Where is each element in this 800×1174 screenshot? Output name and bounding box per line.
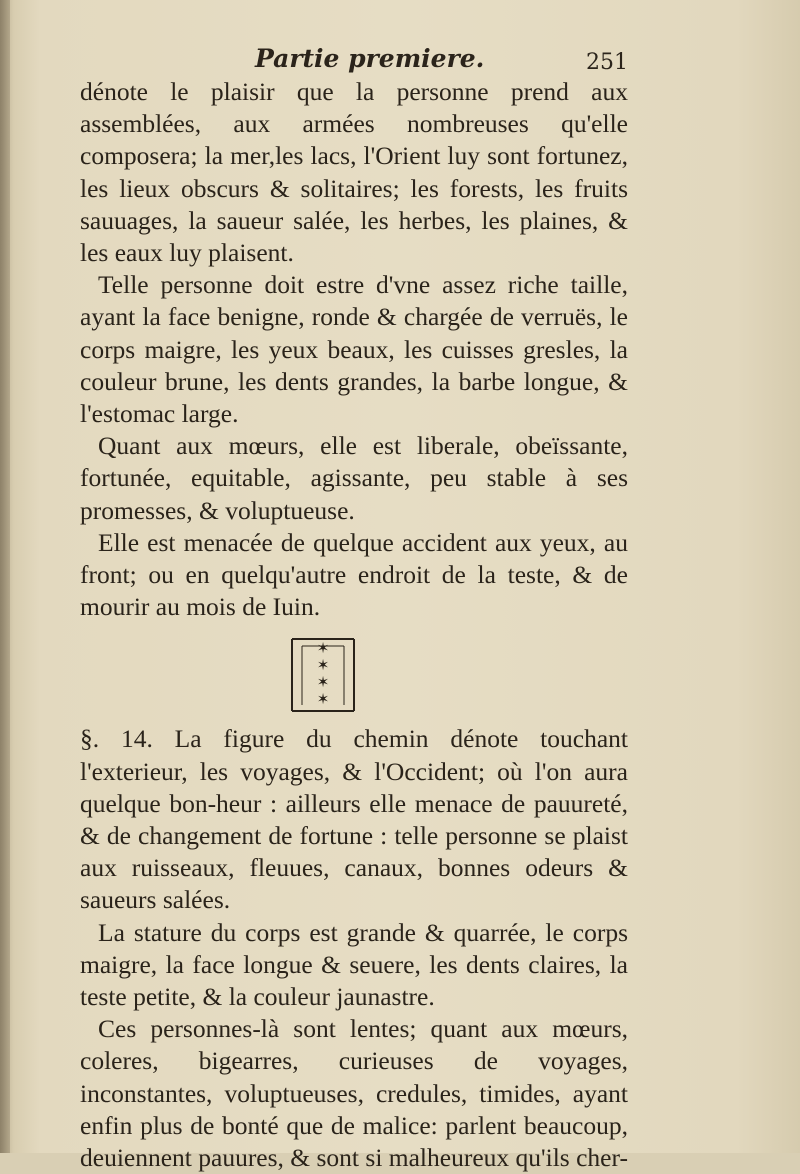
paragraph: dénote le plaisir que la personne prend aux assemblées, aux armées nombreuses qu'elle composera; la mer,les lacs, l'Orient luy sont fortunez, les lieux obscurs & solitaires; les forests, les fruits sauuages, la saueur salée, les herbes, les plaines, & les eaux luy plaisent. — [80, 77, 628, 268]
page-header — [80, 44, 628, 78]
running-title: Partie premiere. — [255, 44, 485, 73]
geomantic-figure — [288, 635, 358, 715]
paragraph: Ces personnes-là sont lentes; quant aux mœurs, coleres, bigearres, curieuses de voyages, inconstantes, voluptueuses, credules, timides, ayant enfin plus de bonté que de malice: parlent beaucoup, deuiennent pauures, & sont si malheureux qu'ils cher- — [80, 1014, 628, 1173]
figure-point: ✶ — [316, 692, 330, 709]
paragraph: Quant aux mœurs, elle est liberale, obeïssante, fortunée, equitable, agissante, peu stable à ses promesses, & voluptueuse. — [80, 431, 628, 525]
paragraph: §. 14. La figure du chemin dénote touchant l'exterieur, les voyages, & l'Occident; où l'on aura quelque bon-heur : ailleurs elle menace de pauureté, & de changement de fortune : telle personne se plaist aux ruisseaux, fleuues, canaux, bonnes odeurs & saueurs salées. — [80, 724, 628, 915]
figure-points — [288, 635, 358, 715]
paragraph: Elle est menacée de quelque accident aux yeux, au front; ou en quelqu'autre endroit de la teste, & de mourir au mois de Iuin. — [80, 527, 628, 622]
figure-point: ✶ — [316, 658, 330, 675]
paragraph: La stature du corps est grande & quarrée, le corps maigre, la face longue & seuere, les dents claires, la teste petite, & la couleur jaunastre. — [80, 917, 628, 1012]
figure-point: ✶ — [316, 675, 330, 692]
figure-point: ✶ — [316, 641, 330, 658]
paragraph: Telle personne doit estre d'vne assez riche taille, ayant la face benigne, ronde & chargée de verruës, le corps maigre, les yeux beaux, les cuisses gresles, la couleur brune, les dents grandes, la barbe longue, & l'estomac large. — [80, 270, 628, 429]
page-body — [80, 76, 628, 1174]
page-gutter — [0, 0, 10, 1153]
page-number: 251 — [586, 50, 628, 75]
